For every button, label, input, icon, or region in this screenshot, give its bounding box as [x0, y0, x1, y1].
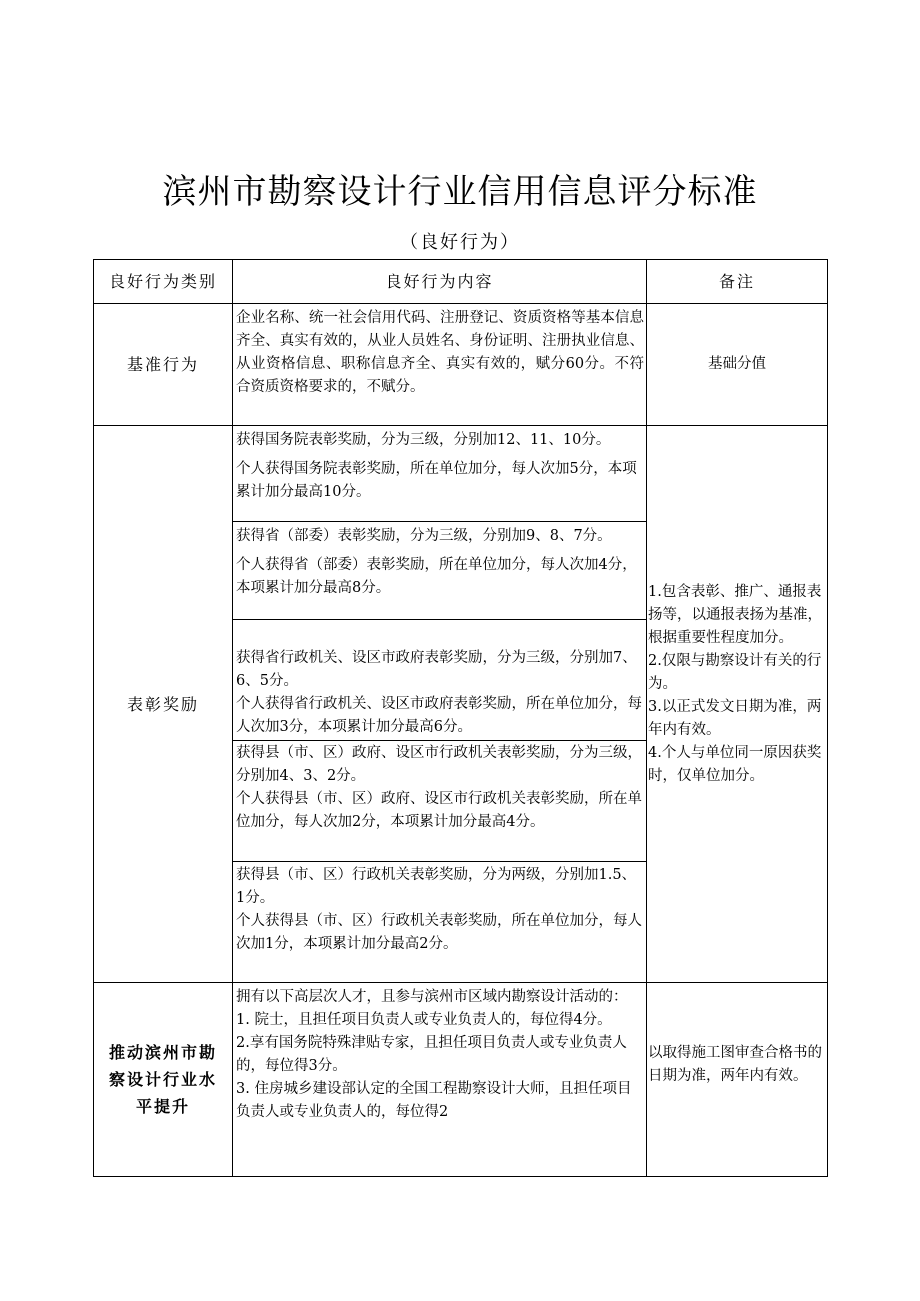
award-county-agency-line2: 个人获得县（市、区）行政机关表彰奖励，所在单位加分，每人次加1分，本项累计加分最高2分。	[236, 913, 642, 952]
award-item-county-gov	[236, 742, 644, 834]
award-national-line1: 获得国务院表彰奖励，分为三级，分别加12、11、10分。	[236, 432, 611, 448]
award-county-gov-line2: 个人获得县（市、区）政府、设区市行政机关表彰奖励，所在单位加分，每人次加2分，本项累计加分最高4分。	[236, 791, 642, 830]
page-subtitle: （良好行为）	[400, 232, 520, 253]
award-national-line2: 个人获得国务院表彰奖励，所在单位加分，每人次加5分，本项累计加分最高10分。	[236, 461, 637, 500]
award-item-provincial	[236, 525, 644, 617]
award-divider-2	[232, 619, 646, 620]
baseline-content: 企业名称、统一社会信用代码、注册登记、资质资格等基本信息齐全、真实有效的，从业人员姓名、身份证明、注册执业信息、从业资格信息、职称信息齐全、真实有效的，赋分60分。不符合资质资格要求的，不赋分。	[236, 310, 644, 395]
promote-item-3: 3. 住房城乡建设部认定的全国工程勘察设计大师，且担任项目负责人或专业负责人的，每位得2	[236, 1081, 632, 1120]
award-provincial-line2: 个人获得省（部委）表彰奖励，所在单位加分，每人次加4分，本项累计加分最高8分。	[236, 557, 637, 596]
award-county-agency-line1: 获得县（市、区）行政机关表彰奖励，分为两级，分别加1.5、1分。	[236, 867, 637, 906]
award-item-county-agency	[236, 864, 644, 956]
column-divider-1	[232, 259, 233, 1177]
promote-item-2: 2.享有国务院特殊津贴专家，且担任项目负责人或专业负责人的，每位得3分。	[236, 1035, 627, 1074]
awards-remark-3: 3.以正式发文日期为准，两年内有效。	[648, 699, 822, 738]
awards-remark-1: 1.包含表彰、推广、通报表扬等，以通报表扬为基准，根据重要性程度加分。	[648, 584, 822, 646]
award-city-gov-line2: 个人获得省行政机关、设区市政府表彰奖励，所在单位加分，每人次加3分，本项累计加分最高6分。	[236, 696, 642, 735]
award-provincial-line1: 获得省（部委）表彰奖励，分为三级，分别加9、8、7分。	[236, 528, 612, 544]
awards-remark-2: 2.仅限与勘察设计有关的行为。	[648, 653, 822, 692]
baseline-remark: 基础分值	[708, 356, 766, 372]
award-item-national	[236, 429, 644, 519]
baseline-category: 基准行为	[126, 355, 199, 374]
awards-remarks	[648, 581, 824, 788]
table-border-bottom	[93, 1176, 828, 1177]
awards-remark-4: 4.个人与单位同一原因获奖时，仅单位加分。	[648, 745, 822, 784]
award-county-gov-line1: 获得县（市、区）政府、设区市行政机关表彰奖励，分为三级，分别加4、3、2分。	[236, 745, 642, 784]
awards-category: 表彰奖励	[126, 694, 199, 714]
header-remark: 备注	[718, 272, 755, 291]
header-category: 良好行为类别	[108, 272, 217, 291]
scoring-table	[93, 259, 828, 1177]
header-content: 良好行为内容	[385, 272, 494, 291]
award-divider-4	[232, 861, 646, 862]
award-city-gov-line1: 获得省行政机关、设区市政府表彰奖励，分为三级，分别加7、6、5分。	[236, 650, 637, 689]
promote-category: 推动滨州市勘察设计行业水平提升	[108, 1043, 217, 1116]
page-title: 滨州市勘察设计行业信用信息评分标准	[162, 172, 758, 212]
promote-item-1: 1. 院士，且担任项目负责人或专业负责人的，每位得4分。	[236, 1012, 612, 1028]
award-item-city-gov	[236, 647, 644, 739]
table-border-right	[827, 259, 828, 1177]
promote-remark: 以取得施工图审查合格书的日期为准，两年内有效。	[648, 1045, 822, 1084]
promote-content	[236, 986, 644, 1124]
promote-intro: 拥有以下高层次人才，且参与滨州市区域内勘察设计活动的：	[236, 989, 628, 1005]
award-divider-1	[232, 521, 646, 522]
award-divider-3	[232, 740, 646, 741]
